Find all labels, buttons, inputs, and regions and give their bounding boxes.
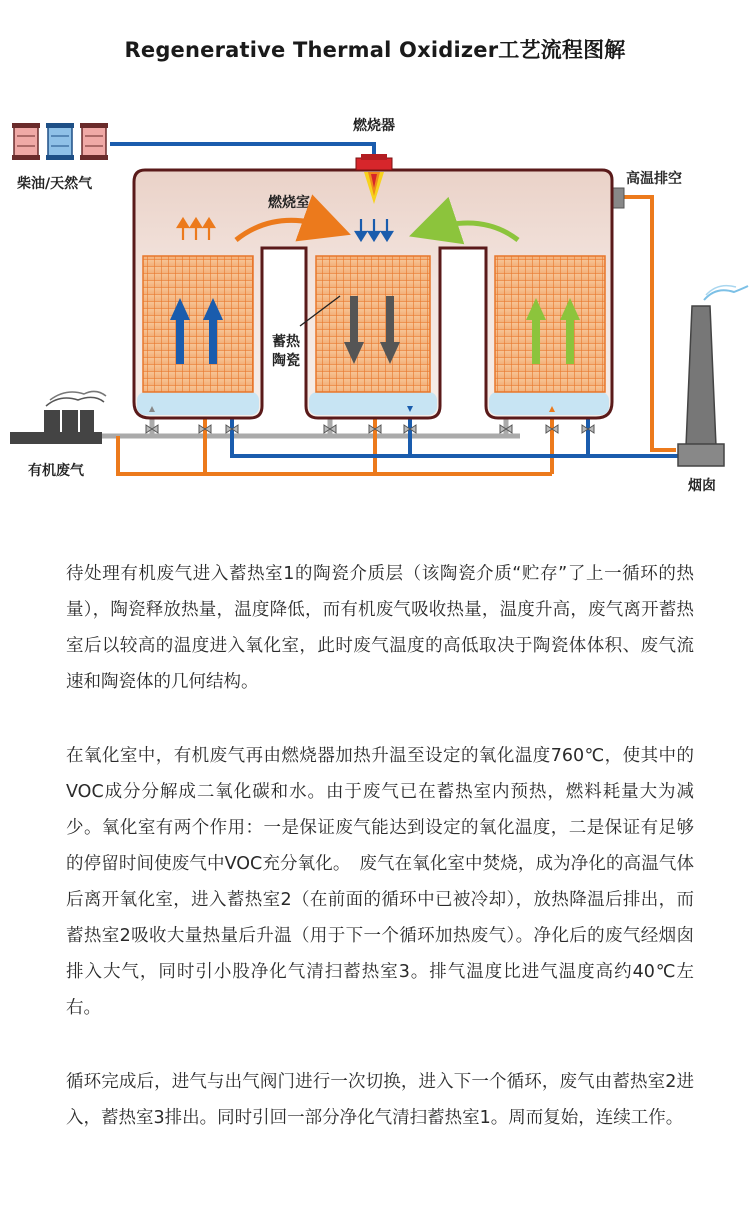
- valves: [146, 425, 594, 433]
- fuel-tanks: [12, 123, 108, 160]
- plenum-2: [309, 392, 437, 415]
- paragraph-1: 待处理有机废气进入蓄热室1的陶瓷介质层（该陶瓷介质“贮存”了上一循环的热量），陶瓷释放热量，温度降低，而有机废气吸收热量，温度升高，废气离开蓄热室后以较高的温度进入氧化室，此时废气温度的高低取决于陶瓷体体积、废气流速和陶瓷体的几何结构。: [66, 564, 694, 692]
- description-text: [66, 556, 694, 1174]
- ceramic-bed-2: [316, 256, 430, 392]
- burner-label: 燃烧器: [353, 118, 395, 134]
- page-title: Regenerative Thermal Oxidizer工艺流程图解: [124, 38, 626, 62]
- down-arrows-blue: [356, 219, 392, 240]
- hot-exhaust-port: [612, 188, 624, 208]
- purge-manifold-orange: [118, 412, 552, 474]
- fuel-label: 柴油/天然气: [17, 176, 93, 192]
- hot-exhaust-pipe: [622, 197, 676, 450]
- chimney-label: 烟囱: [688, 478, 716, 494]
- ceramic-label-line1: 蓄热: [272, 334, 300, 350]
- factory-icon: [10, 391, 106, 444]
- plenum-1: [137, 392, 259, 415]
- up-arrows-orange: [178, 219, 214, 240]
- paragraph-3: 循环完成后，进气与出气阀门进行一次切换，进入下一个循环，废气由蓄热室2进入，蓄热室3排出。同时引回一部分净化气清扫蓄热室1。周而复始，连续工作。: [66, 1072, 694, 1128]
- paragraph-2: 在氧化室中，有机废气再由燃烧器加热升温至设定的氧化温度760℃，使其中的VOC成分分解成二氧化碳和水。由于废气已在蓄热室内预热，燃料耗量大为减少。氧化室有两个作用：一是保证废气能达到设定的氧化温度，二是保证有足够的停留时间使废气中VOC充分氧化。 废气在氧化室中焚烧，成为净化的高温气体后离开氧化室，进入蓄热室2（在前面的循环中已被冷却），放热降温后排出，而蓄热室2吸收大量热量后升温（用于下一个循环加热废气）。净化后的废气经烟囱排入大气，同时引小股净化气清扫蓄热室3。排气温度比进气温度高约40℃左右。: [66, 746, 694, 1018]
- rto-process-diagram: [0, 95, 750, 505]
- plenum-3: [489, 392, 609, 415]
- combustion-chamber-label: 燃烧室: [268, 195, 310, 211]
- fuel-pipe: [110, 144, 374, 160]
- organic-gas-label: 有机废气: [28, 463, 84, 479]
- ceramic-bed-1: [143, 256, 253, 392]
- ceramic-label-line2: 陶瓷: [272, 353, 300, 369]
- chimney-icon: [678, 286, 748, 466]
- hot-exhaust-label: 高温排空: [626, 171, 682, 187]
- ceramic-bed-3: [495, 256, 605, 392]
